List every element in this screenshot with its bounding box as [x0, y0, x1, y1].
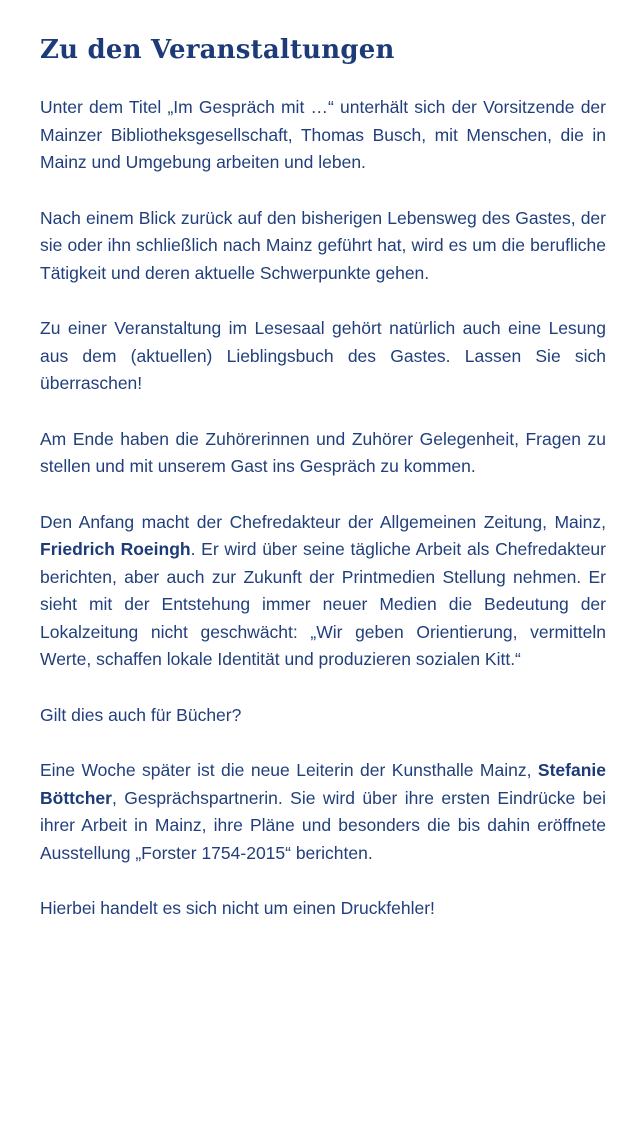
- page-title: Zu den Veranstaltungen: [40, 35, 395, 65]
- paragraph-closing: Hierbei handelt es sich nicht um einen Druckfehler!: [40, 898, 435, 918]
- paragraph-fragen: Am Ende haben die Zuhörerinnen und Zuhörer Gelegenheit, Fragen zu stellen und mit unserem Gast ins Gespräch zu kommen.: [40, 428, 606, 476]
- paragraph-boettcher-text-before: Eine Woche später ist die neue Leiterin der Kunsthalle Mainz,: [40, 760, 538, 780]
- guest-name-boettcher: Stefanie Böttcher: [40, 760, 606, 808]
- paragraph-roeingh: [40, 509, 606, 674]
- paragraph-boettcher: [40, 757, 606, 867]
- paragraph-question: Gilt dies auch für Bücher?: [40, 704, 242, 725]
- paragraph-lebensweg: Nach einem Blick zurück auf den bisherigen Lebensweg des Gastes, der sie oder ihn schließlich nach Mainz geführt hat, wird es um die berufliche Tätigkeit und deren aktuelle Schwerpunkte gehen.: [40, 207, 606, 283]
- paragraph-boettcher-text-after: , Gesprächspartnerin. Sie wird über ihre ersten Eindrücke bei ihrer Arbeit in Mainz, ihre Pläne und besonders die bis dahin eröffnete Ausstellung „Forster 1754-2015“ berichten.: [40, 787, 606, 863]
- paragraph-lesung: Zu einer Veranstaltung im Lesesaal gehört natürlich auch eine Lesung aus dem (aktuellen) Lieblingsbuch des Gastes. Lassen Sie sich überraschen!: [40, 318, 606, 393]
- guest-name-roeingh: Friedrich Roeingh: [40, 539, 191, 559]
- paragraph-roeingh-text-after: . Er wird über seine tägliche Arbeit als Chefredakteur berichten, aber auch zur Zukunft der Printmedien Stellung nehmen. Er sieht mit der Entstehung immer neuer Medien die Bedeutung der Lokalzeitung nicht geschwächt: „Wir geben Orientierung, vermitteln Werte, schaffen lokale Identität und produzieren sozialen Kitt.“: [40, 539, 606, 669]
- paragraph-roeingh-text-before: Den Anfang macht der Chefredakteur der Allgemeinen Zeitung, Mainz,: [40, 511, 606, 532]
- paragraph-intro: Unter dem Titel „Im Gespräch mit …“ unterhält sich der Vorsitzende der Mainzer Bibliotheksgesellschaft, Thomas Busch, mit Menschen, die in Mainz und Umgebung arbeiten und leben.: [40, 97, 606, 172]
